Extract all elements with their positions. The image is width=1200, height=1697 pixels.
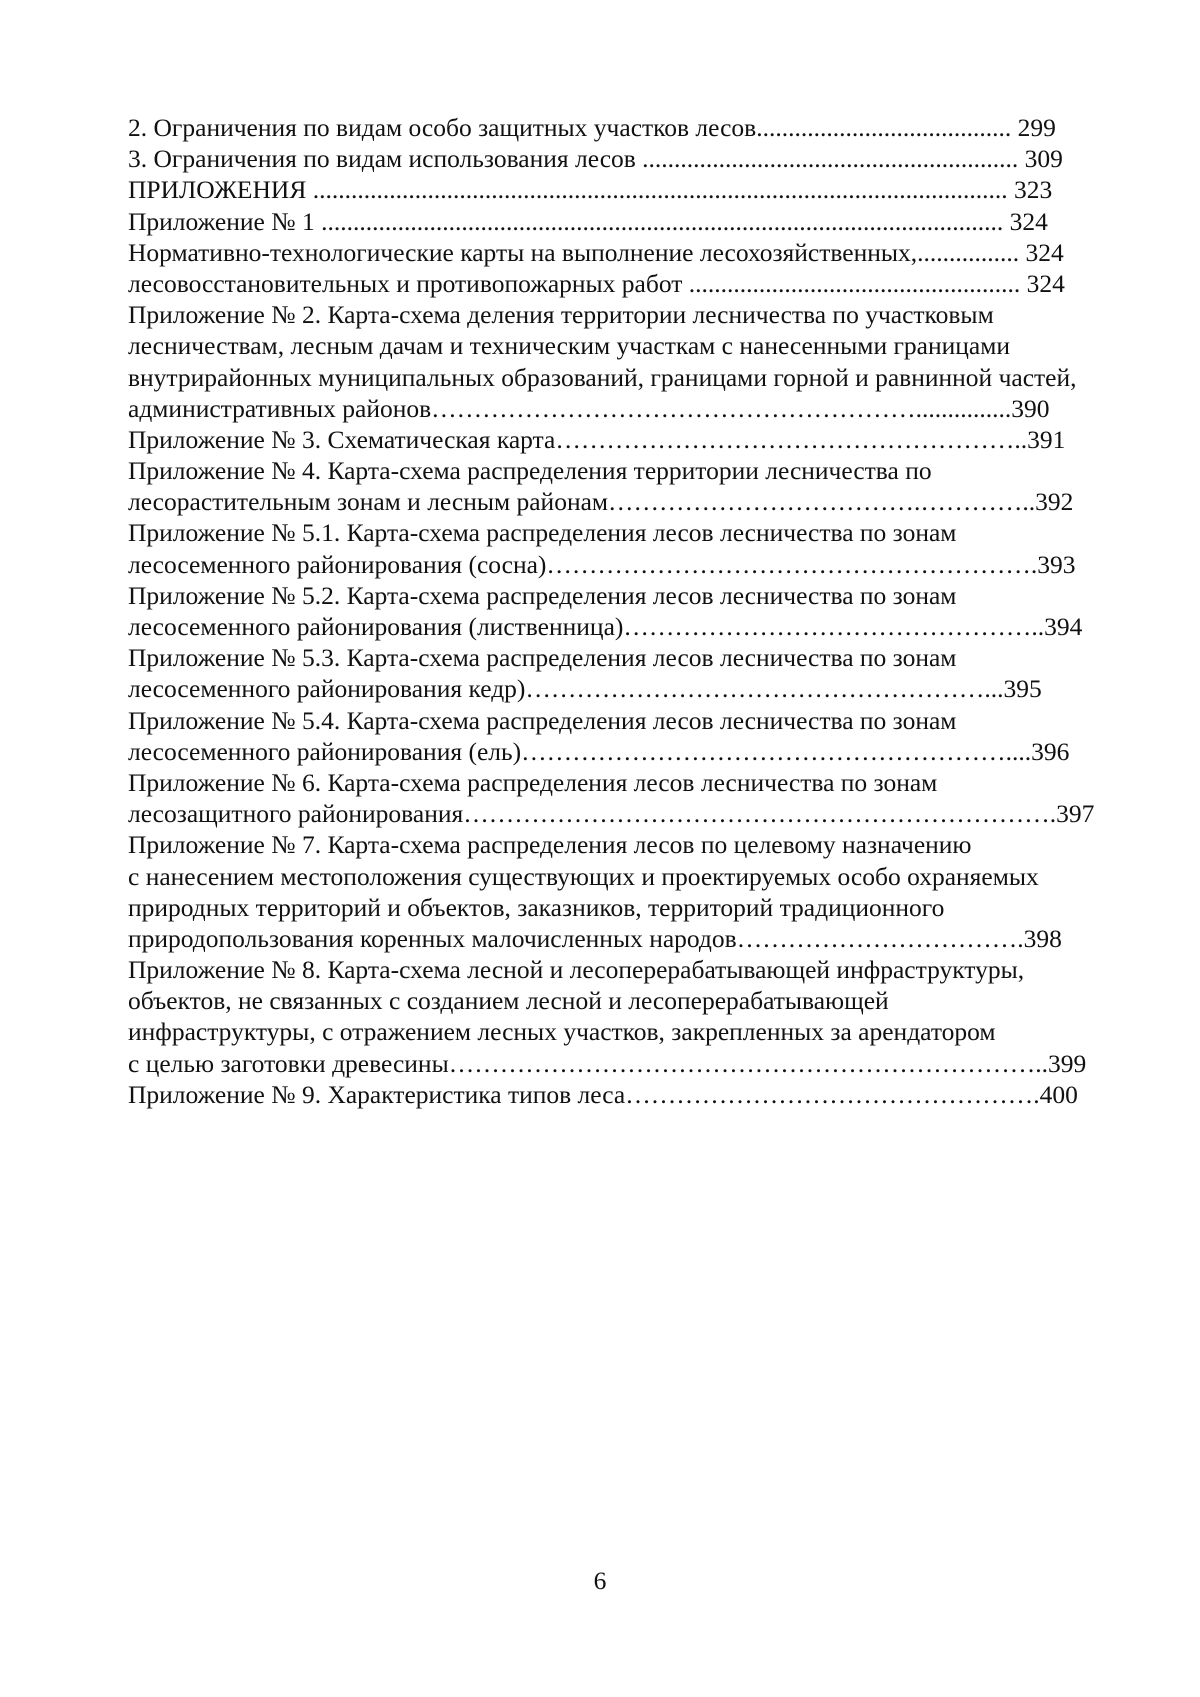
toc-line [128, 923, 1148, 954]
toc-line [128, 861, 1148, 892]
toc-line-text: Приложение № 6. Карта-схема распределения лесов лесничества по зонам [128, 767, 938, 797]
toc-line-text: административных районов…………………………………………………...............390 [128, 393, 1050, 423]
toc-line [128, 486, 1148, 517]
toc-line-text: лесосеменного районирования (лиственница)…………………………………………..394 [128, 612, 1083, 641]
toc-line [128, 549, 1148, 580]
toc-line-text: Приложение № 5.2. Карта-схема распределения лесов лесничества по зонам [128, 580, 957, 610]
toc-line [128, 517, 1148, 548]
toc-line-text: Приложение № 5.3. Карта-схема распределения лесов лесничества по зонам [128, 643, 957, 673]
toc-line [128, 829, 1148, 860]
toc-line-text: природопользования коренных малочисленных народов…………………………….398 [128, 923, 1062, 953]
toc-line [128, 736, 1148, 767]
toc-line [128, 1079, 1148, 1110]
toc-line-text: с нанесением местоположения существующих и проектируемых особо охраняемых [128, 861, 1039, 891]
toc-line-text: лесозащитного районирования…………………………………………………………….397 [128, 799, 1095, 829]
toc-line-text: Приложение № 3. Схематическая карта………………………………………………..391 [128, 424, 1066, 454]
toc-line [128, 330, 1148, 361]
toc-line-text: Приложение № 5.4. Карта-схема распределения лесов лесничества по зонам [128, 705, 957, 735]
toc-line [128, 892, 1148, 923]
toc-line-text: лесовосстановительных и противопожарных работ .................................................... 324 [128, 268, 1065, 298]
toc-line [128, 362, 1148, 393]
toc-line-text: Приложение № 5.1. Карта-схема распределения лесов лесничества по зонам [128, 518, 957, 548]
toc-line-text: с целью заготовки древесины……………………………………………………………..399 [128, 1048, 1087, 1078]
toc-line-text: Приложение № 7. Карта-схема распределения лесов по целевому назначению [128, 830, 972, 860]
toc-line [128, 112, 1148, 143]
toc-line [128, 299, 1148, 330]
toc-line-text: природных территорий и объектов, заказников, территорий традиционного [128, 892, 945, 922]
toc-line [128, 268, 1148, 299]
toc-line [128, 206, 1148, 237]
toc-line [128, 673, 1148, 704]
toc-line-text: Приложение № 9. Характеристика типов леса………………………………………….400 [128, 1079, 1078, 1109]
toc-line-text: ПРИЛОЖЕНИЯ ............................................................................................................. 323 [128, 175, 1053, 205]
toc-line [128, 424, 1148, 455]
toc-line [128, 455, 1148, 486]
toc-line-text: лесорастительным зонам и лесным районам……………………………….…………..392 [128, 487, 1074, 517]
toc-line-text: лесосеменного районирования кедр)………………………………………………...395 [128, 674, 1042, 704]
toc-line [128, 143, 1148, 174]
toc-line-text: Приложение № 1 ........................................................................................................... 324 [128, 206, 1048, 236]
toc-line-text: 2. Ограничения по видам особо защитных участков лесов........................................ 299 [128, 113, 1056, 142]
toc-line [128, 1016, 1148, 1047]
toc-line [128, 611, 1148, 642]
toc-line-text: инфраструктуры, с отражением лесных участков, закрепленных за арендатором [128, 1017, 996, 1047]
toc-line [128, 985, 1148, 1016]
toc-line [128, 237, 1148, 268]
toc-line-text: Нормативно-технологические карты на выполнение лесохозяйственных,................ 324 [128, 237, 1064, 267]
toc-line-text: объектов, не связанных с созданием лесной и лесоперерабатывающей [128, 986, 889, 1016]
toc-line-text: лесничествам, лесным дачам и техническим участкам с нанесенными границами [128, 331, 1011, 361]
toc-line [128, 705, 1148, 736]
toc-line [128, 174, 1148, 205]
toc-line-text: Приложение № 4. Карта-схема распределения территории лесничества по [128, 456, 932, 486]
toc-line-text: 3. Ограничения по видам использования лесов ........................................................... 309 [128, 144, 1063, 174]
toc-line [128, 767, 1148, 798]
toc-line-text: Приложение № 2. Карта-схема деления территории лесничества по участковым [128, 300, 994, 330]
toc-line [128, 954, 1148, 985]
toc-line-text: лесосеменного районирования (сосна)………………………………………………….393 [128, 549, 1076, 579]
page-number: 6 [593, 1566, 607, 1595]
toc-line-text: внутрирайонных муниципальных образований, границами горной и равнинной частей, [128, 362, 1077, 392]
toc-line [128, 580, 1148, 611]
toc-line-text: Приложение № 8. Карта-схема лесной и лесоперерабатывающей инфраструктуры, [128, 955, 1025, 985]
toc-line [128, 798, 1148, 829]
table-of-contents [128, 112, 1148, 1110]
toc-line [128, 642, 1148, 673]
toc-line [128, 393, 1148, 424]
toc-line-text: лесосеменного районирования (ель)…………………………………………………....396 [128, 736, 1070, 766]
toc-line [128, 1048, 1148, 1079]
